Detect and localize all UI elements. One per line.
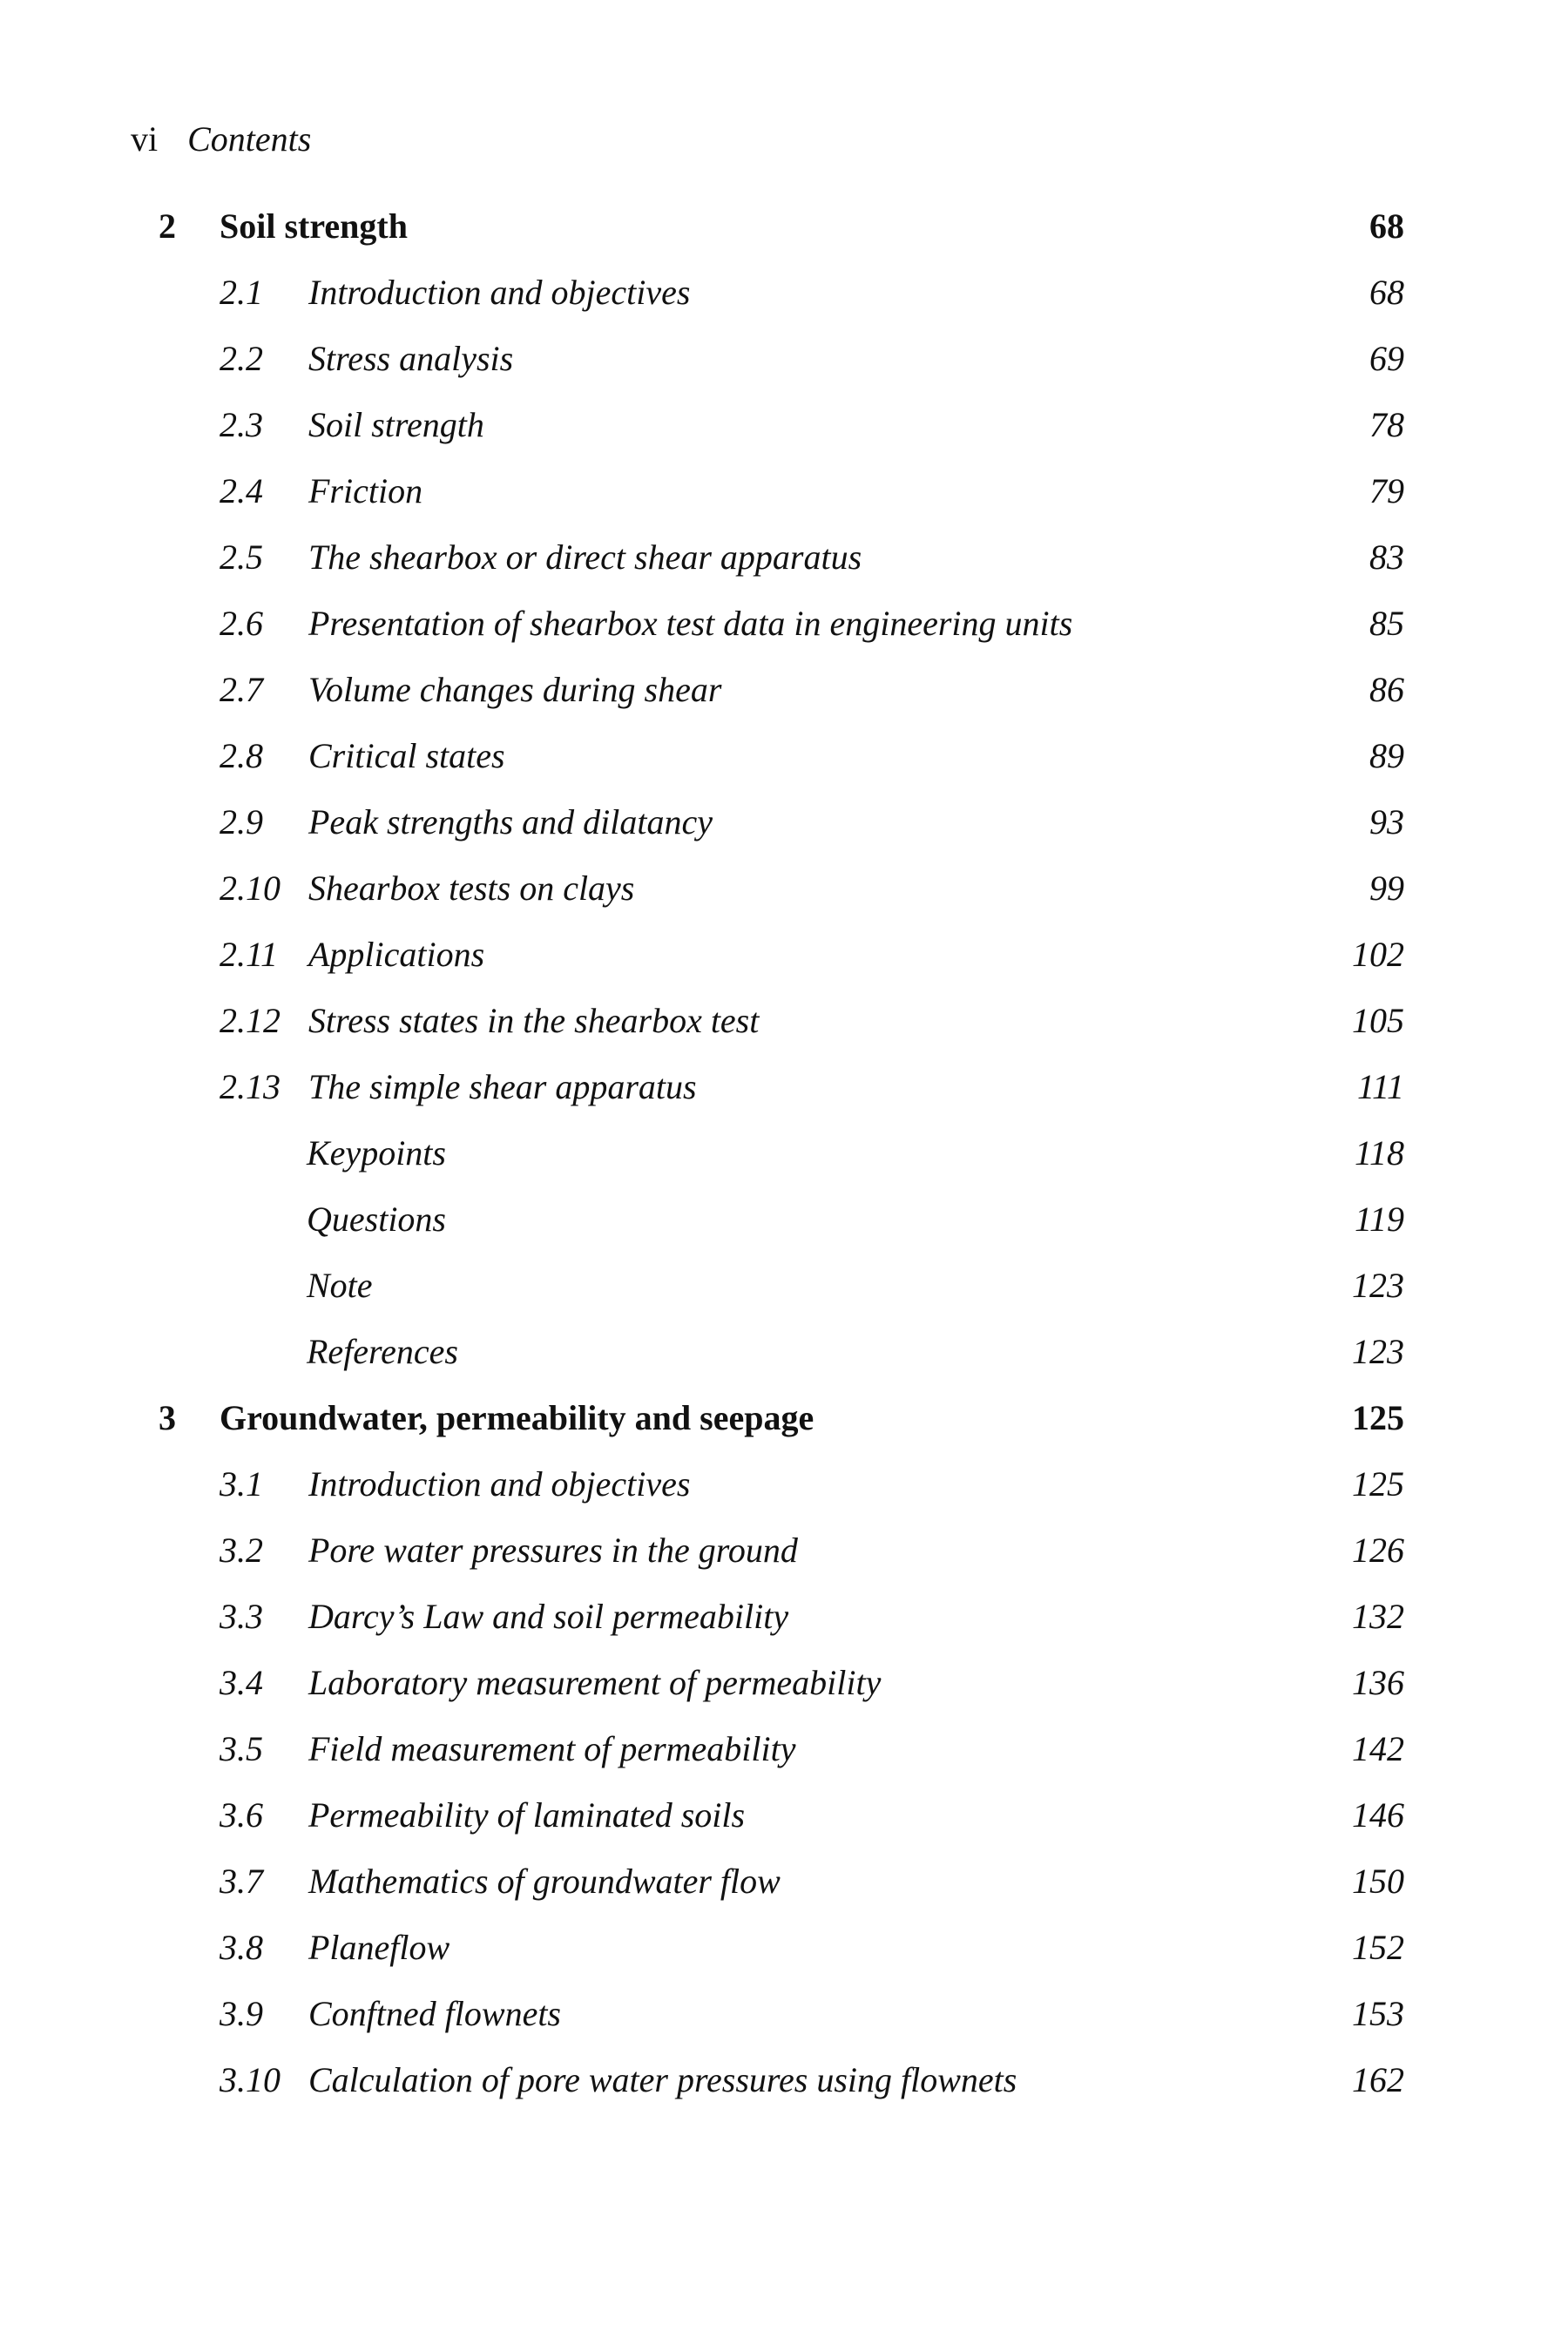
toc-section-number: 2.12 xyxy=(220,1001,280,1040)
toc-section-title: Shearbox tests on clays xyxy=(308,868,635,908)
toc-section-number: 2.11 xyxy=(220,935,279,974)
toc-section-row xyxy=(0,662,1568,728)
toc-section-page: 69 xyxy=(1369,339,1404,378)
toc-section-row xyxy=(0,861,1568,927)
toc-section-page: 132 xyxy=(1352,1597,1404,1636)
toc-section-row xyxy=(0,1721,1568,1788)
toc-chapter-title: Soil strength xyxy=(220,206,408,246)
toc-section-title: Conftned flownets xyxy=(308,1994,561,2033)
toc-section-title: Laboratory measurement of permeability xyxy=(308,1663,882,1702)
toc-section-row xyxy=(0,1523,1568,1589)
toc-chapter-page: 68 xyxy=(1369,206,1404,246)
toc-section-page: 123 xyxy=(1352,1266,1404,1305)
toc-section-page: 93 xyxy=(1369,802,1404,841)
toc-section-number: 2.8 xyxy=(220,736,263,775)
table-of-contents xyxy=(0,199,1568,2119)
toc-section-row xyxy=(0,1589,1568,1655)
toc-section-row xyxy=(0,794,1568,861)
running-head-title: Contents xyxy=(187,119,312,159)
toc-section-page: 150 xyxy=(1352,1862,1404,1901)
toc-section-row xyxy=(0,1986,1568,2052)
toc-section-title: Critical states xyxy=(308,736,505,775)
toc-section-number: 2.7 xyxy=(220,670,263,709)
toc-section-row xyxy=(0,596,1568,662)
toc-section-page: 111 xyxy=(1356,1067,1404,1106)
toc-section-row xyxy=(0,265,1568,331)
toc-section-page: 146 xyxy=(1352,1795,1404,1835)
toc-section-title: Introduction and objectives xyxy=(308,273,691,312)
toc-chapter-number: 2 xyxy=(159,206,176,246)
toc-section-number: 3.3 xyxy=(220,1597,263,1636)
toc-section-row xyxy=(0,1920,1568,1986)
toc-section-number: 3.1 xyxy=(220,1464,263,1504)
toc-section-number: 3.8 xyxy=(220,1928,263,1967)
toc-section-row xyxy=(0,530,1568,596)
toc-section-row xyxy=(0,2052,1568,2119)
toc-section-title: Permeability of laminated soils xyxy=(308,1795,746,1835)
toc-section-row xyxy=(0,1456,1568,1523)
toc-section-title: Note xyxy=(307,1266,373,1305)
toc-section-number: 2.10 xyxy=(220,868,280,908)
toc-end-matter-row xyxy=(0,1258,1568,1324)
toc-section-page: 125 xyxy=(1352,1464,1404,1504)
toc-chapter-number: 3 xyxy=(159,1398,176,1437)
toc-end-matter-row xyxy=(0,1192,1568,1258)
toc-section-title: Peak strengths and dilatancy xyxy=(308,802,713,841)
toc-section-page: 79 xyxy=(1369,471,1404,510)
toc-section-title: Soil strength xyxy=(308,405,484,444)
toc-section-title: Volume changes during shear xyxy=(308,670,722,709)
toc-section-title: Friction xyxy=(308,471,423,510)
toc-section-title: Keypoints xyxy=(307,1133,446,1173)
toc-section-row xyxy=(0,1854,1568,1920)
toc-section-title: Stress states in the shearbox test xyxy=(308,1001,760,1040)
toc-section-number: 2.13 xyxy=(220,1067,280,1106)
toc-section-row xyxy=(0,463,1568,530)
toc-section-page: 102 xyxy=(1352,935,1404,974)
toc-section-title: Introduction and objectives xyxy=(308,1464,691,1504)
toc-section-row xyxy=(0,1788,1568,1854)
toc-section-title: Presentation of shearbox test data in engineering units xyxy=(308,604,1073,643)
toc-section-number: 3.2 xyxy=(220,1531,263,1570)
toc-section-number: 3.10 xyxy=(220,2060,280,2099)
toc-section-page: 162 xyxy=(1352,2060,1404,2099)
toc-section-number: 2.9 xyxy=(220,802,263,841)
toc-section-page: 68 xyxy=(1369,273,1404,312)
toc-section-title: Darcy’s Law and soil permeability xyxy=(308,1597,789,1636)
toc-section-row xyxy=(0,927,1568,993)
toc-section-title: Calculation of pore water pressures using flownets xyxy=(308,2060,1017,2099)
toc-section-title: The shearbox or direct shear apparatus xyxy=(308,537,862,577)
toc-section-row xyxy=(0,1059,1568,1125)
toc-chapter-page: 125 xyxy=(1352,1398,1404,1437)
toc-section-number: 2.3 xyxy=(220,405,263,444)
toc-section-number: 2.1 xyxy=(220,273,263,312)
toc-section-page: 123 xyxy=(1352,1332,1404,1371)
page-folio: vi xyxy=(131,119,159,159)
toc-chapter-title: Groundwater, permeability and seepage xyxy=(220,1398,814,1437)
toc-end-matter-row xyxy=(0,1324,1568,1390)
toc-section-row xyxy=(0,728,1568,794)
toc-section-title: References xyxy=(307,1332,458,1371)
toc-section-number: 3.9 xyxy=(220,1994,263,2033)
toc-section-page: 105 xyxy=(1352,1001,1404,1040)
toc-section-title: Applications xyxy=(308,935,485,974)
toc-section-title: Field measurement of permeability xyxy=(308,1729,796,1768)
toc-section-page: 136 xyxy=(1352,1663,1404,1702)
toc-section-number: 2.5 xyxy=(220,537,263,577)
toc-section-number: 3.5 xyxy=(220,1729,263,1768)
toc-section-title: Mathematics of groundwater flow xyxy=(308,1862,781,1901)
toc-section-number: 3.6 xyxy=(220,1795,263,1835)
toc-section-title: Questions xyxy=(307,1200,446,1239)
toc-section-page: 118 xyxy=(1354,1133,1404,1173)
toc-section-page: 83 xyxy=(1369,537,1404,577)
toc-section-row xyxy=(0,1655,1568,1721)
toc-section-row xyxy=(0,397,1568,463)
toc-chapter-row xyxy=(0,199,1568,265)
toc-section-number: 2.4 xyxy=(220,471,263,510)
toc-section-page: 142 xyxy=(1352,1729,1404,1768)
toc-section-page: 89 xyxy=(1369,736,1404,775)
toc-section-title: The simple shear apparatus xyxy=(308,1067,697,1106)
toc-section-title: Planeflow xyxy=(308,1928,450,1967)
toc-section-page: 126 xyxy=(1352,1531,1404,1570)
toc-section-page: 119 xyxy=(1354,1200,1404,1239)
toc-section-title: Pore water pressures in the ground xyxy=(308,1531,798,1570)
toc-section-page: 86 xyxy=(1369,670,1404,709)
toc-section-number: 3.7 xyxy=(220,1862,263,1901)
toc-chapter-row xyxy=(0,1390,1568,1456)
toc-section-number: 2.6 xyxy=(220,604,263,643)
toc-section-page: 152 xyxy=(1352,1928,1404,1967)
toc-section-title: Stress analysis xyxy=(308,339,514,378)
toc-section-row xyxy=(0,993,1568,1059)
toc-section-page: 85 xyxy=(1369,604,1404,643)
toc-section-number: 2.2 xyxy=(220,339,263,378)
running-head xyxy=(131,117,311,162)
toc-end-matter-row xyxy=(0,1125,1568,1192)
toc-section-page: 99 xyxy=(1369,868,1404,908)
toc-section-page: 153 xyxy=(1352,1994,1404,2033)
toc-section-row xyxy=(0,331,1568,397)
toc-section-number: 3.4 xyxy=(220,1663,263,1702)
toc-section-page: 78 xyxy=(1369,405,1404,444)
